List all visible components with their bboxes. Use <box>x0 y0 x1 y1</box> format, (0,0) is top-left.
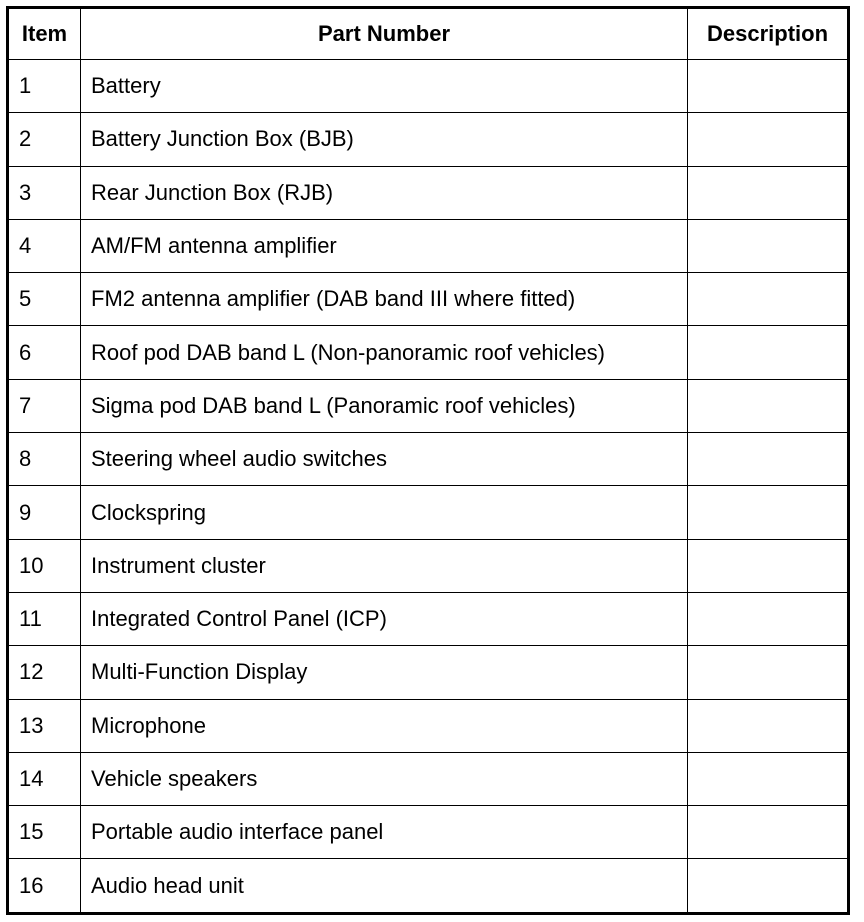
cell-part-number: Portable audio interface panel <box>81 806 688 859</box>
cell-part-number: Battery <box>81 60 688 113</box>
cell-description <box>688 752 849 805</box>
cell-description <box>688 433 849 486</box>
table-row <box>8 539 849 592</box>
cell-description <box>688 166 849 219</box>
table-row <box>8 326 849 379</box>
cell-part-number: Multi-Function Display <box>81 646 688 699</box>
cell-part-number: Sigma pod DAB band L (Panoramic roof vehicles) <box>81 379 688 432</box>
table-row <box>8 752 849 805</box>
cell-description <box>688 60 849 113</box>
cell-part-number: AM/FM antenna amplifier <box>81 219 688 272</box>
cell-part-number: Integrated Control Panel (ICP) <box>81 592 688 645</box>
cell-description <box>688 859 849 914</box>
cell-part-number: FM2 antenna amplifier (DAB band III where fitted) <box>81 273 688 326</box>
table-row <box>8 273 849 326</box>
cell-item: 16 <box>8 859 81 914</box>
cell-part-number: Roof pod DAB band L (Non-panoramic roof vehicles) <box>81 326 688 379</box>
parts-table <box>6 6 850 915</box>
table-header <box>8 8 849 60</box>
header-row <box>8 8 849 60</box>
cell-item: 15 <box>8 806 81 859</box>
cell-item: 9 <box>8 486 81 539</box>
cell-part-number: Microphone <box>81 699 688 752</box>
table-row <box>8 859 849 914</box>
cell-item: 5 <box>8 273 81 326</box>
cell-description <box>688 699 849 752</box>
cell-description <box>688 219 849 272</box>
cell-description <box>688 539 849 592</box>
header-description: Description <box>688 8 849 60</box>
cell-item: 14 <box>8 752 81 805</box>
table-row <box>8 219 849 272</box>
cell-description <box>688 486 849 539</box>
cell-description <box>688 273 849 326</box>
cell-item: 3 <box>8 166 81 219</box>
cell-item: 12 <box>8 646 81 699</box>
table-row <box>8 806 849 859</box>
cell-part-number: Steering wheel audio switches <box>81 433 688 486</box>
header-item: Item <box>8 8 81 60</box>
table-row <box>8 433 849 486</box>
header-part-number: Part Number <box>81 8 688 60</box>
cell-item: 13 <box>8 699 81 752</box>
cell-item: 4 <box>8 219 81 272</box>
cell-part-number: Audio head unit <box>81 859 688 914</box>
cell-description <box>688 646 849 699</box>
table-row <box>8 486 849 539</box>
cell-part-number: Clockspring <box>81 486 688 539</box>
cell-description <box>688 806 849 859</box>
cell-description <box>688 113 849 166</box>
cell-item: 7 <box>8 379 81 432</box>
cell-item: 6 <box>8 326 81 379</box>
table-row <box>8 113 849 166</box>
cell-description <box>688 379 849 432</box>
table-row <box>8 699 849 752</box>
cell-description <box>688 592 849 645</box>
cell-item: 2 <box>8 113 81 166</box>
cell-item: 10 <box>8 539 81 592</box>
cell-part-number: Rear Junction Box (RJB) <box>81 166 688 219</box>
table-row <box>8 60 849 113</box>
table-row <box>8 646 849 699</box>
table-row <box>8 592 849 645</box>
table-row <box>8 166 849 219</box>
table-row <box>8 379 849 432</box>
cell-part-number: Vehicle speakers <box>81 752 688 805</box>
table-body <box>8 60 849 914</box>
cell-part-number: Battery Junction Box (BJB) <box>81 113 688 166</box>
cell-part-number: Instrument cluster <box>81 539 688 592</box>
cell-item: 11 <box>8 592 81 645</box>
cell-item: 1 <box>8 60 81 113</box>
cell-description <box>688 326 849 379</box>
cell-item: 8 <box>8 433 81 486</box>
